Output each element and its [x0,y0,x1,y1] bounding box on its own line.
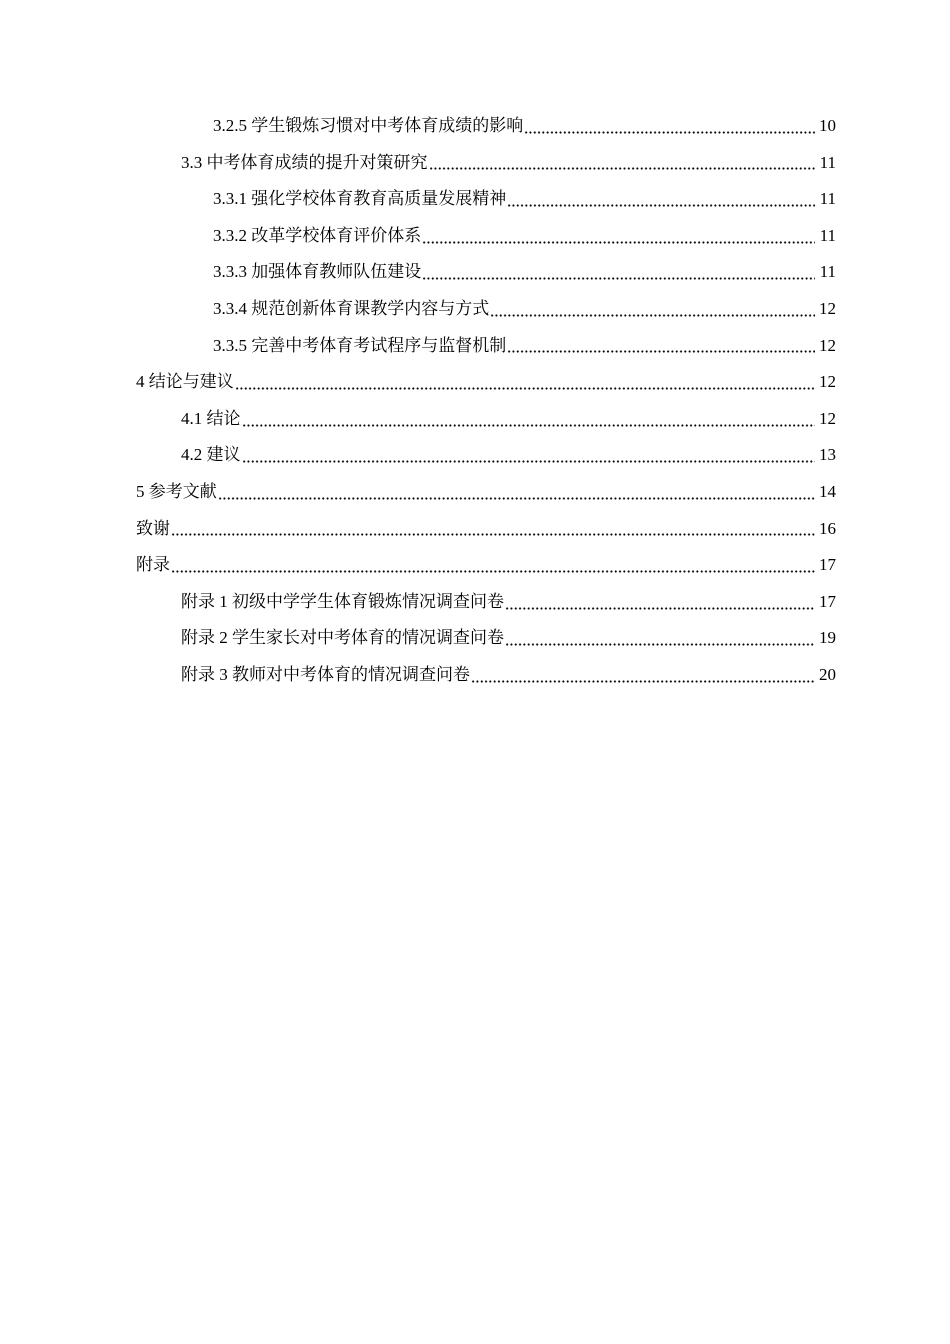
toc-entry-label: 附录 3 教师对中考体育的情况调查问卷 [181,664,470,684]
dot-leader [490,314,815,317]
table-of-contents [0,108,950,694]
toc-entry-label: 4 结论与建议 [136,372,234,392]
toc-entry-3-3[interactable] [0,145,950,182]
toc-entry-page-number: 19 [819,628,836,648]
dot-leader [242,460,816,463]
dot-leader [524,131,815,134]
toc-entry-page-number: 12 [819,372,836,392]
toc-entry-label: 3.3.5 完善中考体育考试程序与监督机制 [213,335,507,355]
toc-entry-label: 4.2 建议 [181,445,241,465]
dot-leader [422,277,815,280]
toc-entry-label: 3.3.4 规范创新体育课教学内容与方式 [213,298,490,318]
toc-entry-appendix-1[interactable] [0,584,950,621]
dot-leader [235,387,815,390]
dot-leader [171,570,815,573]
toc-entry-page-number: 10 [819,116,836,135]
dot-leader [242,424,816,427]
toc-entry-page-number: 12 [819,298,836,318]
toc-entry-appendix-3[interactable] [0,657,950,694]
toc-entry-4-2[interactable] [0,437,950,474]
toc-entry-page-number: 12 [819,335,836,355]
toc-entry-label: 3.3.3 加强体育教师队伍建设 [213,262,422,282]
dot-leader [507,350,815,353]
toc-entry-label: 附录 [136,555,170,575]
toc-entry-3-3-1[interactable] [0,181,950,218]
dot-leader [505,607,815,610]
toc-entry-page-number: 20 [819,664,836,684]
dot-leader [218,497,815,500]
toc-entry-4[interactable] [0,364,950,401]
toc-entry-label: 3.3 中考体育成绩的提升对策研究 [181,152,428,172]
toc-entry-3-3-3[interactable] [0,254,950,291]
toc-entry-label: 附录 2 学生家长对中考体育的情况调查问卷 [181,628,504,648]
toc-entry-page-number: 16 [819,518,836,538]
toc-entry-page-number: 11 [819,262,836,282]
dot-leader [429,167,816,170]
toc-entry-appendix-2[interactable] [0,620,950,657]
toc-entry-label: 3.3.1 强化学校体育教育高质量发展精神 [213,189,507,209]
toc-entry-label: 3.2.5 学生锻炼习惯对中考体育成绩的影响 [213,116,524,135]
dot-leader [422,241,815,244]
toc-entry-label: 5 参考文献 [136,481,217,501]
dot-leader [471,680,815,683]
toc-entry-3-3-2[interactable] [0,218,950,255]
toc-entry-label: 4.1 结论 [181,408,241,428]
toc-entry-appendix[interactable] [0,547,950,584]
toc-entry-page-number: 12 [819,408,836,428]
dot-leader [505,643,815,646]
toc-entry-page-number: 11 [819,152,836,172]
toc-entry-4-1[interactable] [0,401,950,438]
toc-entry-page-number: 11 [819,189,836,209]
toc-entry-page-number: 11 [819,225,836,245]
dot-leader [507,204,815,207]
toc-entry-label: 致谢 [136,518,170,538]
toc-entry-3-3-5[interactable] [0,328,950,365]
toc-entry-5[interactable] [0,474,950,511]
toc-entry-label: 3.3.2 改革学校体育评价体系 [213,225,422,245]
toc-entry-acknowledgements[interactable] [0,511,950,548]
toc-entry-3-3-4[interactable] [0,291,950,328]
toc-entry-page-number: 14 [819,481,836,501]
toc-entry-3-2-5[interactable] [0,108,950,145]
dot-leader [171,533,815,536]
toc-entry-page-number: 13 [819,445,836,465]
toc-entry-label: 附录 1 初级中学学生体育锻炼情况调查问卷 [181,591,504,611]
toc-entry-page-number: 17 [819,555,836,575]
toc-entry-page-number: 17 [819,591,836,611]
